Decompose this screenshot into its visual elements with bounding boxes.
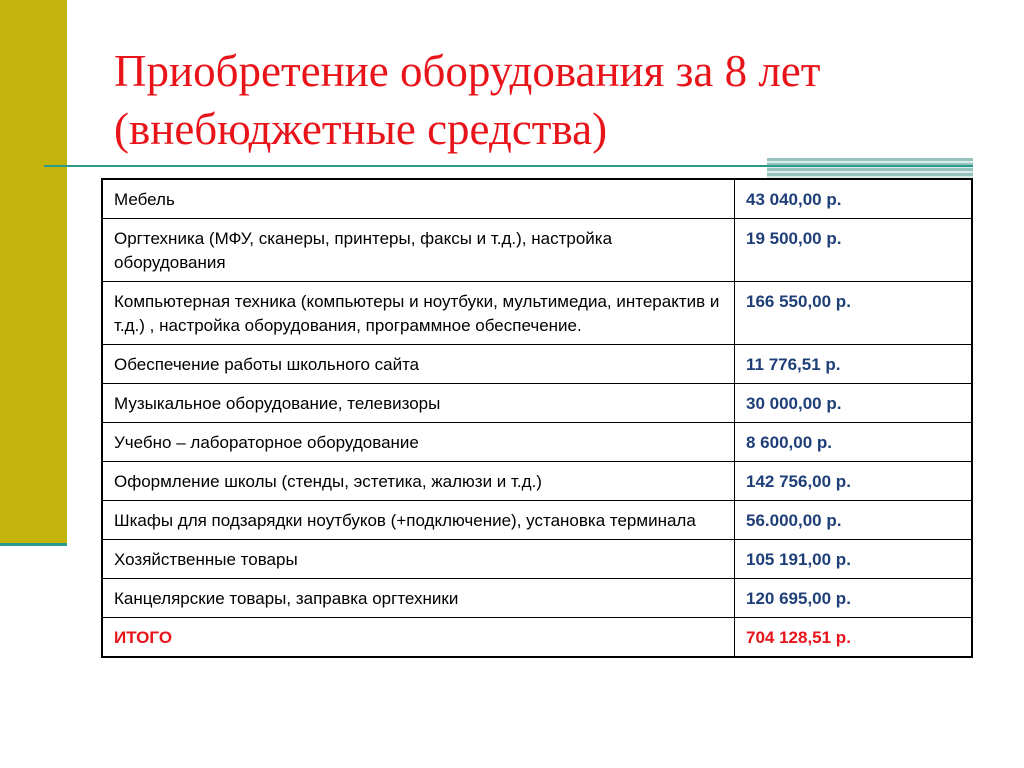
table-row	[102, 579, 972, 618]
cost-cell: 8 600,00 р.	[735, 423, 973, 462]
cost-cell: 166 550,00 р.	[735, 282, 973, 345]
table-row	[102, 179, 972, 219]
table-row	[102, 540, 972, 579]
item-cell: Учебно – лабораторное оборудование	[102, 423, 735, 462]
cost-cell: 120 695,00 р.	[735, 579, 973, 618]
cost-cell: 11 776,51 р.	[735, 345, 973, 384]
slide-title-line-1: Приобретение оборудования за 8 лет	[114, 46, 821, 96]
title-divider-line	[44, 165, 774, 167]
title-divider-block-line	[767, 165, 973, 167]
total-label: ИТОГО	[102, 618, 735, 658]
table-row	[102, 462, 972, 501]
slide-title	[114, 42, 994, 158]
table-row	[102, 282, 972, 345]
cost-cell: 105 191,00 р.	[735, 540, 973, 579]
cost-cell: 56.000,00 р.	[735, 501, 973, 540]
left-accent-rule	[0, 543, 67, 546]
cost-cell: 142 756,00 р.	[735, 462, 973, 501]
item-cell: Оргтехника (МФУ, сканеры, принтеры, факсы и т.д.), настройка оборудования	[102, 219, 735, 282]
table-row	[102, 345, 972, 384]
table-row	[102, 423, 972, 462]
item-cell: Обеспечение работы школьного сайта	[102, 345, 735, 384]
cost-cell: 19 500,00 р.	[735, 219, 973, 282]
table-row	[102, 501, 972, 540]
left-accent-bar	[0, 0, 67, 543]
cost-cell: 43 040,00 р.	[735, 179, 973, 219]
table-row	[102, 384, 972, 423]
total-cost: 704 128,51 р.	[735, 618, 973, 658]
item-cell: Музыкальное оборудование, телевизоры	[102, 384, 735, 423]
item-cell: Мебель	[102, 179, 735, 219]
equipment-cost-table	[101, 178, 973, 658]
cost-cell: 30 000,00 р.	[735, 384, 973, 423]
item-cell: Канцелярские товары, заправка оргтехники	[102, 579, 735, 618]
item-cell: Хозяйственные товары	[102, 540, 735, 579]
item-cell: Компьютерная техника (компьютеры и ноутбуки, мультимедиа, интерактив и т.д.) , настройка оборудования, программное обеспечение.	[102, 282, 735, 345]
title-divider-block	[767, 158, 973, 178]
item-cell: Оформление школы (стенды, эстетика, жалюзи и т.д.)	[102, 462, 735, 501]
table-row	[102, 219, 972, 282]
slide-title-line-2: (внебюджетные средства)	[114, 104, 608, 154]
total-row	[102, 618, 972, 658]
item-cell: Шкафы для подзарядки ноутбуков (+подключение), установка терминала	[102, 501, 735, 540]
